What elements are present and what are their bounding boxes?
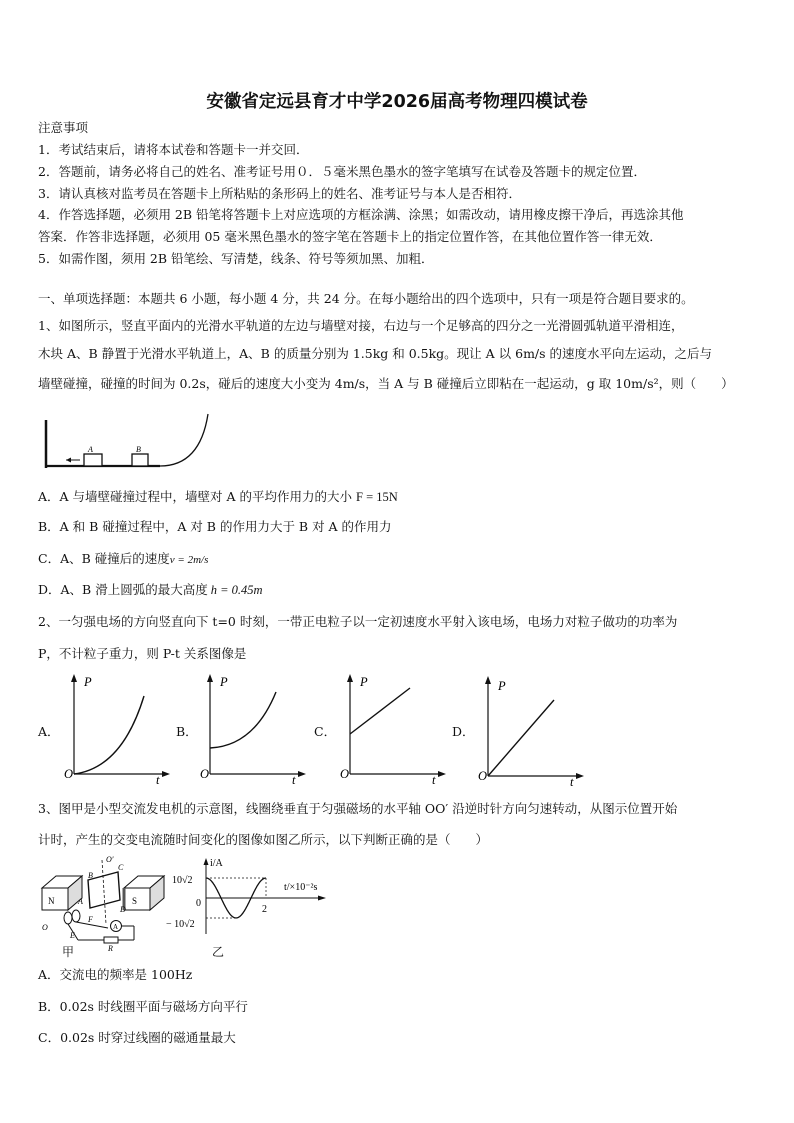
notice-item: 1．考试结束后，请将本试卷和答题卡一并交回． (38, 142, 309, 157)
q3-option-a: A．交流电的频率是 100Hz (38, 967, 193, 982)
option-text: D．A、B 滑上圆弧的最大高度 (38, 582, 208, 597)
notice-item: 4．作答选择题，必须用 2B 铅笔将答题卡上对应选项的方框涂满、涂黑；如需改动，请用橡皮擦干净后，再选涂其他 (38, 207, 684, 222)
point-c-label: C (118, 863, 124, 872)
y-tick-bottom: − 10√2 (166, 919, 195, 930)
q2-stem: 2、一匀强电场的方向竖直向下 t=0 时刻，一带正电粒子以一定初速度水平射入该电场，电场力对粒子做功的功率为 (38, 614, 678, 629)
figure-caption-jia: 甲 (62, 945, 75, 959)
q3-generator-figure (38, 854, 170, 954)
axis-label-t: t (156, 773, 160, 787)
axis-label-t: t (292, 773, 296, 787)
option-text: A．A 与墙壁碰撞过程中，墙壁对 A 的平均作用力的大小 (38, 489, 353, 504)
point-f-label: F (88, 915, 93, 924)
origin-label: O (340, 767, 350, 781)
notice-heading: 注意事项 (38, 120, 89, 135)
origin-label: 0 (196, 898, 201, 909)
figure-caption-yi: 乙 (212, 945, 225, 959)
q1-option-a (38, 489, 398, 505)
x-axis-label: t/×10⁻²s (284, 882, 318, 893)
q3-stem: 3、图甲是小型交流发电机的示意图，线圈绕垂直于匀强磁场的水平轴 OO′ 沿逆时针方向匀速转动，从图示位置开始 (38, 801, 678, 816)
q2-choice-c: C． (314, 724, 337, 739)
option-text: C．A、B 碰撞后的速度 (38, 551, 170, 566)
magnet-n-label: N (48, 896, 55, 906)
q1-option-b: B．A 和 B 碰撞过程中，A 对 B 的作用力大于 B 对 A 的作用力 (38, 519, 392, 534)
q1-stem: 墙壁碰撞，碰撞的时间为 0.2s，碰后的速度大小变为 4m/s，当 A 与 B 碰撞后立即粘在一起运动，g 取 10m/s²，则（ ） (38, 376, 734, 391)
point-b-label: B (88, 871, 93, 880)
q3-stem: 计时，产生的交变电流随时间变化的图像如图乙所示，以下判断正确的是（ ） (38, 832, 489, 847)
origin-label: O (64, 767, 74, 781)
axis-o-bottom-label: O (42, 923, 48, 932)
option-math: v = 2m/s (169, 554, 209, 566)
y-tick-top: 10√2 (172, 875, 193, 886)
q2-stem: P，不计粒子重力，则 P-t 关系图像是 (38, 646, 247, 661)
axis-label-p: P (360, 675, 368, 689)
notice-item: 2．答题前，请务必将自己的姓名、准考证号用０．５毫米黑色墨水的签字笔填写在试卷及答题卡的规定位置． (38, 164, 646, 179)
q1-track-figure (40, 412, 220, 470)
q2-choice-d: D． (452, 724, 475, 739)
notice-item: 3．请认真核对监考员在答题卡上所粘贴的条形码上的姓名、准考证号与本人是否相符． (38, 186, 521, 201)
ammeter-label: A (113, 923, 119, 931)
q1-option-d (38, 582, 263, 598)
page-title: 安徽省定远县育才中学2026届高考物理四模试卷 (206, 92, 588, 112)
axis-label-p: P (498, 679, 506, 693)
q2-graph-d (476, 674, 586, 789)
q3-option-c: C．0.02s 时穿过线圈的磁通量最大 (38, 1030, 236, 1045)
q2-graph-a (62, 672, 172, 787)
x-tick-2: 2 (262, 904, 267, 915)
axis-o-top-label: O′ (106, 855, 114, 864)
axis-label-p: P (84, 675, 92, 689)
axis-label-p: P (220, 675, 228, 689)
option-math: h = 0.45m (210, 583, 263, 597)
axis-label-t: t (432, 773, 436, 787)
block-b-label: B (136, 445, 141, 454)
q1-stem: 木块 A、B 静置于光滑水平轨道上，A、B 的质量分别为 1.5kg 和 0.5kg。现让 A 以 6m/s 的速度水平向左运动，之后与 (38, 346, 713, 361)
section-heading: 一、单项选择题：本题共 6 小题，每小题 4 分，共 24 分。在每小题给出的四个选项中，只有一项是符合题目要求的。 (38, 291, 694, 306)
option-math: F = 15N (356, 490, 398, 504)
q2-graph-c (338, 672, 448, 787)
q2-choice-a: A． (38, 724, 60, 739)
block-a-label: A (88, 445, 93, 454)
magnet-s-label: S (132, 896, 138, 906)
notice-item: 答案．作答非选择题，必须用 05 毫米黑色墨水的签字笔在答题卡上的指定位置作答，在其他位置作答一律无效． (38, 229, 662, 244)
axis-label-t: t (570, 775, 574, 789)
q3-current-graph (166, 856, 330, 938)
resistor-r-label: R (108, 944, 113, 953)
point-d-label: D (120, 905, 126, 914)
notice-item: 5．如需作图，须用 2B 铅笔绘、写清楚，线条、符号等须加黑、加粗． (38, 251, 434, 266)
q2-graph-b (198, 672, 308, 787)
q1-option-c (38, 551, 208, 568)
y-axis-label: i/A (210, 858, 223, 869)
q1-stem: 1、如图所示，竖直平面内的光滑水平轨道的左边与墙壁对接，右边与一个足够高的四分之一光滑圆弧轨道平滑相连， (38, 318, 684, 333)
origin-label: O (200, 767, 210, 781)
point-a-label: A (78, 897, 83, 906)
q3-option-b: B．0.02s 时线圈平面与磁场方向平行 (38, 999, 248, 1014)
q2-choice-b: B． (176, 724, 198, 739)
origin-label: O (478, 769, 488, 783)
point-e-label: E (70, 931, 75, 940)
